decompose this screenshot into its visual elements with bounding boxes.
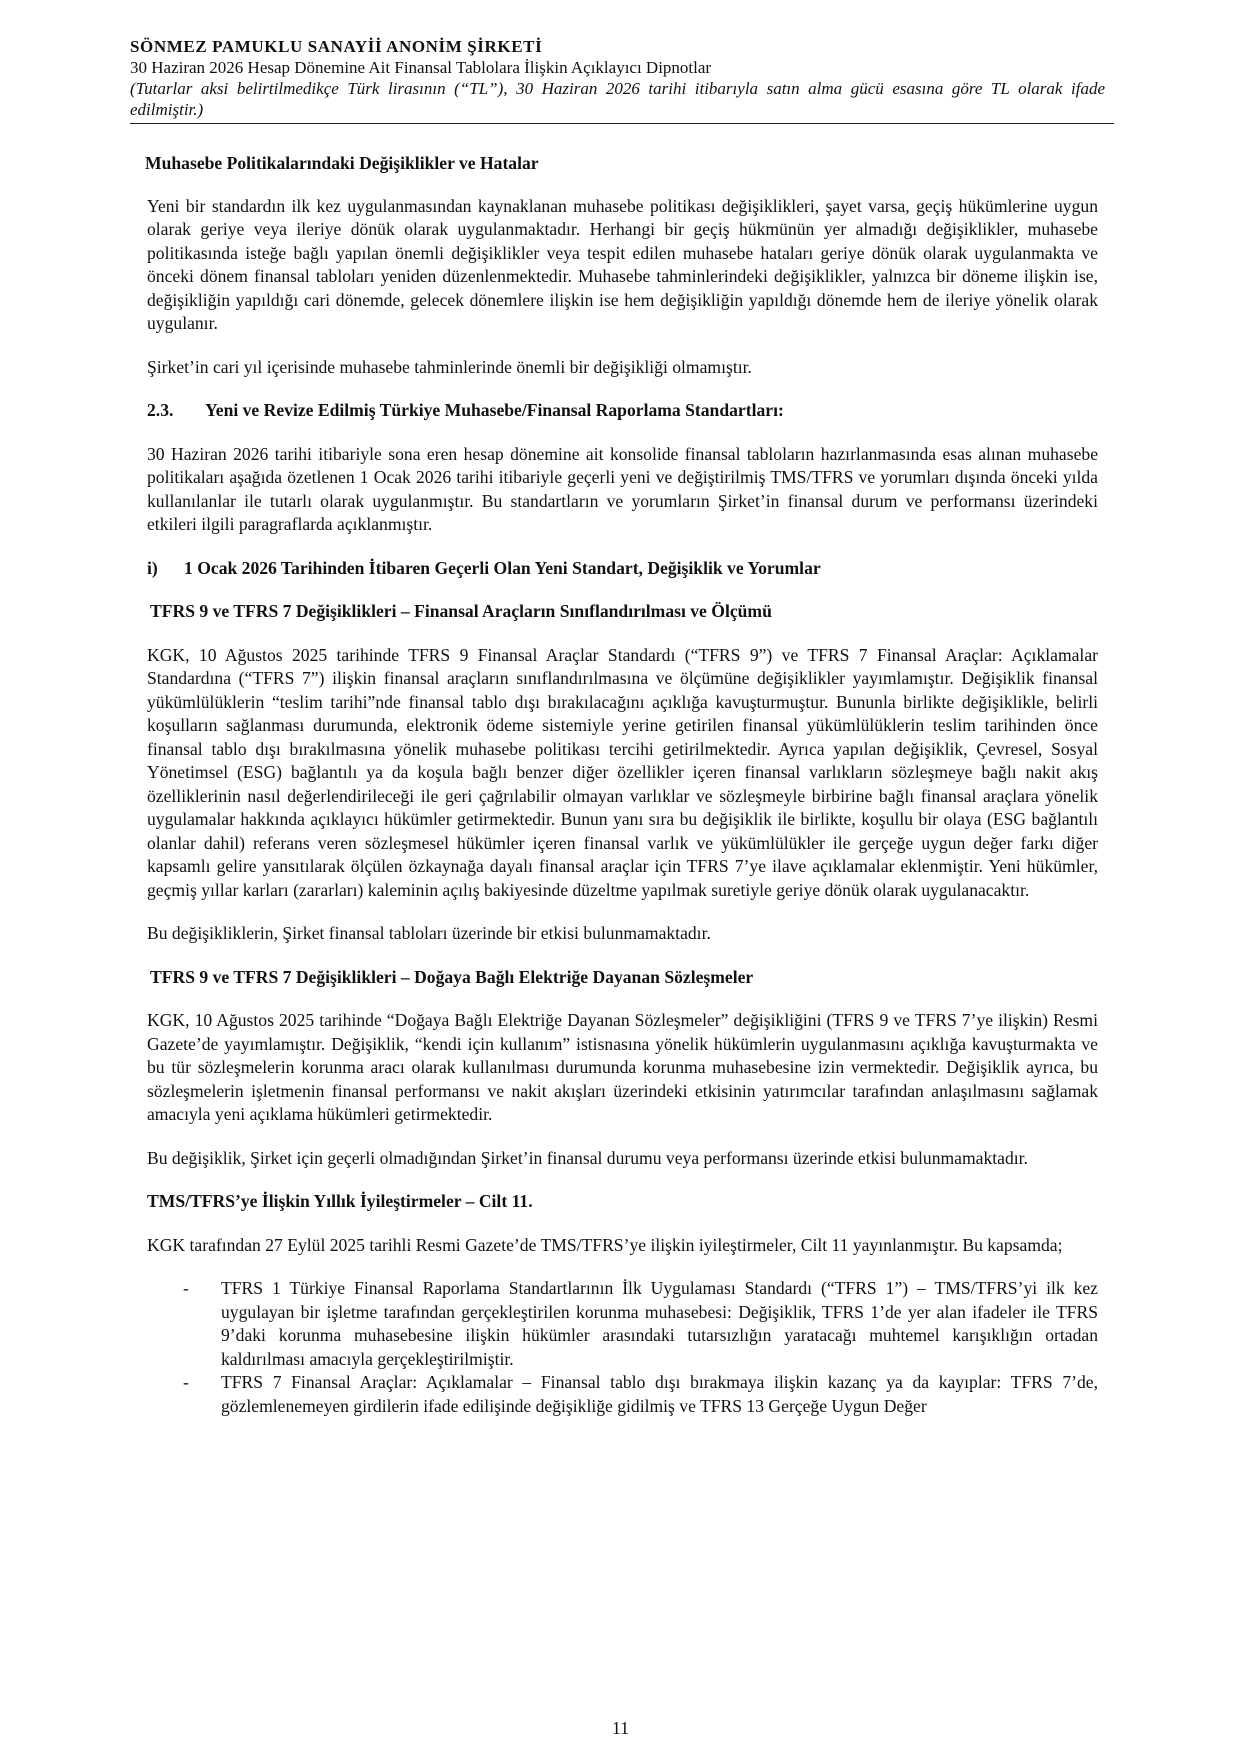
list-dash: -	[183, 1372, 189, 1392]
topic-heading-nature-electricity: TFRS 9 ve TFRS 7 Değişiklikleri – Doğaya Bağlı Elektriğe Dayanan Sözleşmeler	[150, 966, 754, 987]
section-number: 2.3.	[147, 400, 174, 420]
list-item-text: TFRS 1 Türkiye Finansal Raporlama Standartlarının İlk Uygulaması Standardı (“TFRS 1”) – TMS/TFRS’yi ilk kez uygulayan bir işletme tarafından gerçekleştirilen korunma muhasebesi: Değişiklik, TFRS 1’de yer alan ifadeler ile TFRS 9’daki korunma muhasebesine ilişkin hükümler arasındaki tutarsızlığın yaratacağı muhtemel karışıklığın ortadan kaldırılması amacıyla gerçekleştirilmiştir.	[221, 1278, 1098, 1369]
paragraph: KGK, 10 Ağustos 2025 tarihinde “Doğaya Bağlı Elektriğe Dayanan Sözleşmeler” değişikliğini (TFRS 9 ve TFRS 7’ye ilişkin) Resmi Gazete’de yayımlamıştır. Değişiklik, “kendi için kullanım” istisnasına yönelik hükümlerin uygulanmasını açıklığa kavuşturmakta ve bu tür sözleşmelerin korunma aracı olarak kullanılması durumunda korunma muhasebesine izin vermektedir. Değişiklik ayrıca, bu sözleşmelerin işletmenin finansal performansı ve nakit akışları üzerindeki etkisinin yatırımcılar tarafından anlaşılmasını sağlamak amacıyla yeni açıklama hükümleri getirmektedir.	[147, 1010, 1098, 1124]
document-subtitle: 30 Haziran 2026 Hesap Dönemine Ait Finansal Tablolara İlişkin Açıklayıcı Dipnotlar	[130, 58, 712, 77]
list-item	[147, 1371, 1098, 1418]
section-heading-standards	[147, 399, 1098, 423]
paragraph: Bu değişikliklerin, Şirket finansal tabloları üzerinde bir etkisi bulunmamaktadır.	[147, 923, 711, 943]
page-header	[130, 36, 1105, 120]
paragraph: KGK, 10 Ağustos 2025 tarihinde TFRS 9 Finansal Araçlar Standardı (“TFRS 9”) ve TFRS 7 Finansal Araçlar: Açıklamalar Standardına (“TFRS 7”) ilişkin finansal araçların sınıflandırılmasına ve ölçümüne değişiklikler yayımlamıştır. Değişiklik finansal yükümlülüklerin “teslim tarihi”nde finansal tablo dışı bırakılacağını açıklığa kavuşturmuştur. Bununla birlikte değişiklikle, belirli koşulların sağlanması durumunda, elektronik ödeme sistemiyle yerine getirilen finansal yükümlülüklerin teslim tarihinden önce finansal tablo dışı bırakılmasına yönelik muhasebe politikası tercihi getirilmektedir. Ayrıca yapılan değişiklik, Çevresel, Sosyal Yönetimsel (ESG) bağlantılı ya da koşula bağlı benzer diğer özellikler içeren finansal varlıkların sözleşmeye bağlı nakit akış özelliklerinin nasıl değerlendirileceği ile geri çağrılabilir olmayan varlıklar ve sözleşmeyle birbirine bağlı finansal araçlara yönelik uygulamalar hakkında açıklayıcı hükümler getirmektedir. Bunun yanı sıra bu değişiklik ile birlikte, koşullu bir olaya (ESG bağlantılı olanlar dahil) referans veren sözleşmesel hükümler içeren finansal varlık ve yükümlülükler ile gerçeğe uygun değer farkı diğer kapsamlı gelire yansıtılarak ölçülen özkaynağa dayalı finansal araçlar için TFRS 7’ye ilave açıklamalar eklenmiştir. Yeni hükümler, geçmiş yıllar karları (zararları) kaleminin açılış bakiyesinde düzeltme yapılmak suretiyle geriye dönük olarak uygulanacaktır.	[147, 644, 1098, 900]
list-item	[147, 1277, 1098, 1371]
improvements-list	[147, 1277, 1098, 1418]
subsection-number: i)	[147, 557, 158, 578]
company-name: SÖNMEZ PAMUKLU SANAYİİ ANONİM ŞİRKETİ	[130, 37, 543, 56]
header-divider	[130, 123, 1114, 124]
list-item-text: TFRS 7 Finansal Araçlar: Açıklamalar – Finansal tablo dışı bırakmaya ilişkin kazanç ya da kayıplar: TFRS 7’de, gözlemlenemeyen girdilerin ifade edilişinde değişikliğe gidilmiş ve TFRS 13 Gerçeğe Uygun Değer	[221, 1372, 1098, 1416]
subsection-title: 1 Ocak 2026 Tarihinden İtibaren Geçerli Olan Yeni Standart, Değişiklik ve Yorumlar	[184, 557, 821, 578]
topic-heading-classification: TFRS 9 ve TFRS 7 Değişiklikleri – Finansal Araçların Sınıflandırılması ve Ölçümü	[150, 601, 772, 621]
topic-heading-annual-improvements: TMS/TFRS’ye İlişkin Yıllık İyileştirmeler – Cilt 11.	[147, 1191, 533, 1211]
paragraph: Bu değişiklik, Şirket için geçerli olmadığından Şirket’in finansal durumu veya performansı üzerinde etkisi bulunmamaktadır.	[147, 1147, 1028, 1168]
paragraph: Şirket’in cari yıl içerisinde muhasebe tahminlerinde önemli bir değişikliği olmamıştır.	[147, 356, 752, 377]
page-number: 11	[611, 1718, 630, 1738]
subsection-heading-i	[147, 557, 1098, 581]
section-heading-policies: Muhasebe Politikalarındaki Değişiklikler ve Hatalar	[145, 153, 539, 173]
paragraph: 30 Haziran 2026 tarihi itibariyle sona eren hesap dönemine ait konsolide finansal tabloların hazırlanmasında esas alınan muhasebe politikaları aşağıda özetlenen 1 Ocak 2026 tarihi itibariyle geçerli yeni ve değiştirilmiş TMS/TFRS ve yorumları dışında önceki yılda kullanılanlar ile tutarlı olarak uygulanmıştır. Bu standartların ve yorumların Şirket’in finansal durum ve performansı üzerindeki etkileri ilgili paragraflarda açıklanmıştır.	[147, 443, 1098, 534]
section-title: Yeni ve Revize Edilmiş Türkiye Muhasebe/Finansal Raporlama Standartları:	[205, 400, 784, 420]
paragraph: KGK tarafından 27 Eylül 2025 tarihli Resmi Gazete’de TMS/TFRS’ye ilişkin iyileştirmeler, Cilt 11 yayınlanmıştır. Bu kapsamda;	[147, 1234, 1063, 1255]
paragraph: Yeni bir standardın ilk kez uygulanmasından kaynaklanan muhasebe politikası değişiklikleri, şayet varsa, geçiş hükümlerine uygun olarak geriye veya ileriye dönük olarak uygulanmaktadır. Herhangi bir geçiş hükmünün yer almadığı değişiklikler, muhasebe politikasında isteğe bağlı yapılan önemli değişiklikler veya tespit edilen muhasebe hataları geriye dönük olarak uygulanmakta ve önceki dönem finansal tabloları yeniden düzenlenmektedir. Muhasebe tahminlerindeki değişiklikler, yalnızca bir döneme ilişkin ise, değişikliğin yapıldığı cari dönemde, gelecek dönemlere ilişkin ise hem değişikliğin yapıldığı dönemde hem de ileriye yönelik olarak uygulanır.	[147, 195, 1098, 333]
page-body	[147, 152, 1098, 1418]
currency-note: (Tutarlar aksi belirtilmedikçe Türk lirasının (“TL”), 30 Haziran 2026 tarihi itibarıyla satın alma gücü esasına göre TL olarak ifade edilmiştir.)	[130, 79, 1105, 119]
list-dash: -	[183, 1278, 189, 1298]
